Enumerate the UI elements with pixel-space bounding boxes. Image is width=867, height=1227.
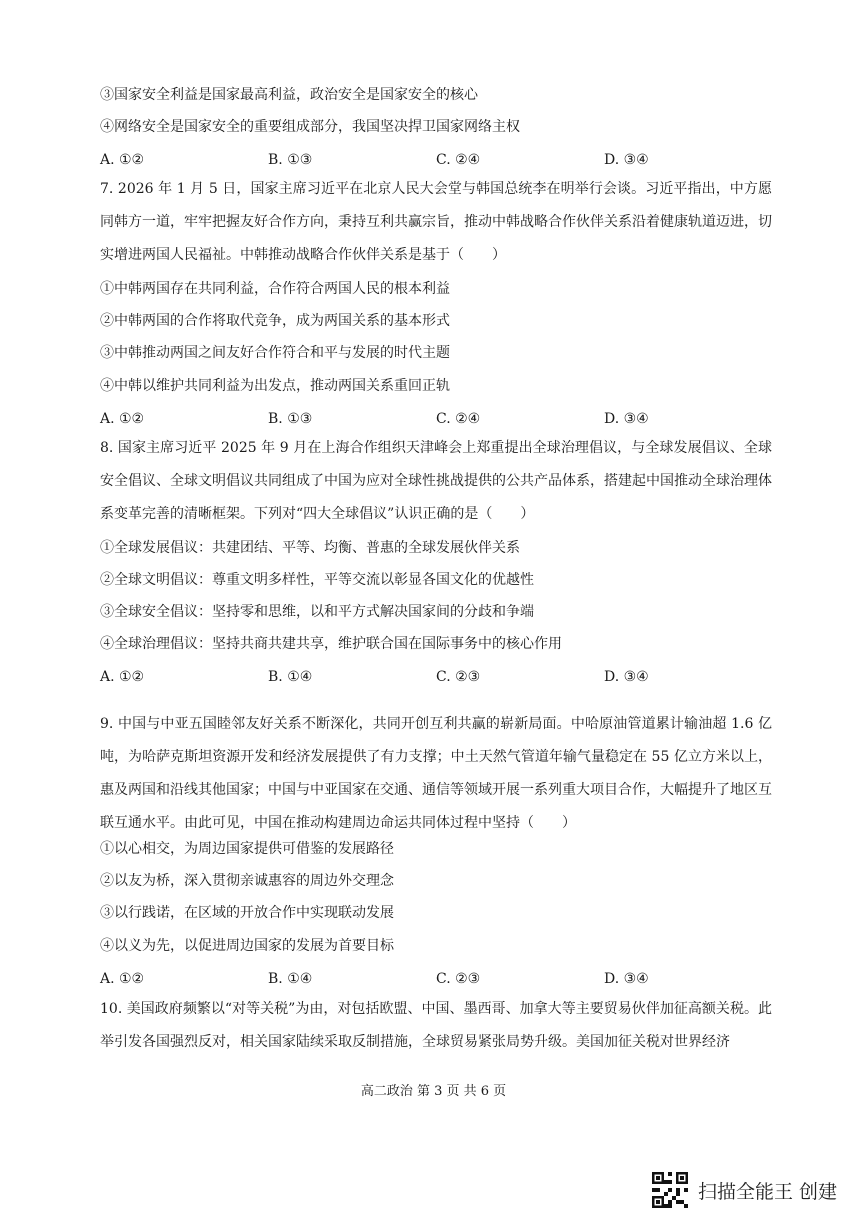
option-a: A. ①② (100, 411, 145, 427)
option-a: A. ①② (100, 971, 145, 987)
q8-item-2: ②全球文明倡议：尊重文明多样性，平等交流以彰显各国文化的优越性 (100, 572, 534, 588)
q7-options (100, 409, 780, 429)
option-d: D. ③④ (604, 152, 649, 168)
option-b: B. ①④ (268, 669, 313, 685)
q9-stem: 9. 中国与中亚五国睦邻友好关系不断深化，共同开创互利共赢的崭新局面。中哈原油管道累计输油超 1.6 亿吨，为哈萨克斯坦资源开发和经济发展提供了有力支撑；中土天然气管道年输气量稳定在 55 亿立方米以上，惠及两国和沿线其他国家；中国与中亚国家在交通、通信等领域开展一系列重大项目合作，大幅提升了地区互联互通水平。由此可见，中国在推动构建周边命运共同体过程中坚持（ ） (100, 716, 772, 831)
option-a: A. ①② (100, 152, 145, 168)
q9-item-2: ②以友为桥，深入贯彻亲诚惠容的周边外交理念 (100, 873, 394, 889)
q9-item-1: ①以心相交，为周边国家提供可借鉴的发展路径 (100, 841, 394, 857)
q8-item-3: ③全球安全倡议：坚持零和思维，以和平方式解决国家间的分歧和争端 (100, 604, 534, 620)
q6-item-4: ④网络安全是国家安全的重要组成部分，我国坚决捍卫国家网络主权 (100, 119, 520, 135)
q9-options (100, 969, 780, 989)
option-d: D. ③④ (604, 669, 649, 685)
option-b: B. ①③ (268, 411, 313, 427)
watermark-text: 扫描全能王 创建 (698, 1180, 838, 1203)
q10-stem: 10. 美国政府频繁以“对等关税”为由，对包括欧盟、中国、墨西哥、加拿大等主要贸易伙伴加征高额关税。此举引发各国强烈反对，相关国家陆续采取反制措施，全球贸易紧张局势升级。美国加征关税对世界经济 (100, 1001, 772, 1050)
q6-item-3: ③国家安全利益是国家最高利益，政治安全是国家安全的核心 (100, 87, 478, 103)
option-c: C. ②③ (436, 971, 481, 987)
q8-item-4: ④全球治理倡议：坚持共商共建共享，维护联合国在国际事务中的核心作用 (100, 636, 562, 652)
option-d: D. ③④ (604, 971, 649, 987)
option-a: A. ①② (100, 669, 145, 685)
option-b: B. ①④ (268, 971, 313, 987)
q9-item-3: ③以行践诺，在区域的开放合作中实现联动发展 (100, 905, 394, 921)
option-b: B. ①③ (268, 152, 313, 168)
q8-item-1: ①全球发展倡议：共建团结、平等、均衡、普惠的全球发展伙伴关系 (100, 540, 520, 556)
q7-item-3: ③中韩推动两国之间友好合作符合和平与发展的时代主题 (100, 345, 450, 361)
q7-item-2: ②中韩两国的合作将取代竞争，成为两国关系的基本形式 (100, 313, 450, 329)
q8-options (100, 667, 780, 687)
option-d: D. ③④ (604, 411, 649, 427)
option-c: C. ②④ (436, 152, 481, 168)
page-footer: 高二政治 第 3 页 共 6 页 (360, 1084, 507, 1099)
q9-item-4: ④以义为先，以促进周边国家的发展为首要目标 (100, 938, 394, 954)
q8-stem: 8. 国家主席习近平 2025 年 9 月在上海合作组织天津峰会上郑重提出全球治理倡议，与全球发展倡议、全球安全倡议、全球文明倡议共同组成了中国为应对全球性挑战提供的公共产品体系，搭建起中国推动全球治理体系变革完善的清晰框架。下列对“四大全球倡议”认识正确的是（ ） (100, 440, 772, 522)
scanner-watermark (652, 1170, 837, 1210)
option-c: C. ②④ (436, 411, 481, 427)
q7-item-4: ④中韩以维护共同利益为出发点，推动两国关系重回正轨 (100, 378, 450, 394)
option-c: C. ②③ (436, 669, 481, 685)
q7-stem: 7. 2026 年 1 月 5 日，国家主席习近平在北京人民大会堂与韩国总统李在明举行会谈。习近平指出，中方愿同韩方一道，牢牢把握友好合作方向，秉持互利共赢宗旨，推动中韩战略合作伙伴关系沿着健康轨道迈进，切实增进两国人民福祉。中韩推动战略合作伙伴关系是基于（ ） (100, 181, 772, 263)
qr-code-icon (652, 1172, 688, 1208)
q7-item-1: ①中韩两国存在共同利益，合作符合两国人民的根本利益 (100, 281, 450, 297)
q6-options (100, 150, 780, 170)
